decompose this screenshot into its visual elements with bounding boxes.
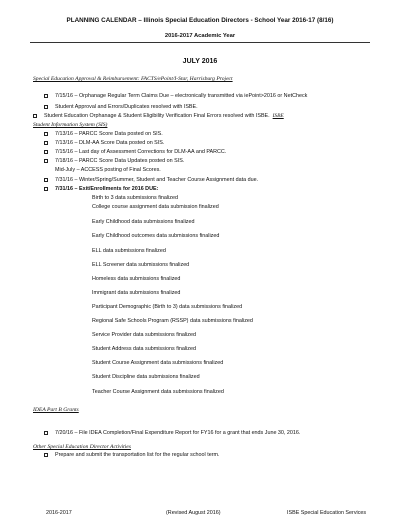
header-divider [30,42,370,43]
list-item: Student Education Orphanage & Student Eligibility Verification Final Errors resolved with ISBE. ISBE [33,113,284,119]
sub-item: Service Provider data submissions finalized [92,332,196,338]
sub-item: Immigrant data submissions finalized [92,290,181,296]
sub-item: College course assignment data submission finalized [92,204,219,210]
checkbox-icon [44,141,48,145]
list-item: 7/15/16 – Last day of Assessment Corrections for DLM-AA and PARCC. [44,149,226,155]
list-item: 7/31/16 – Exit/Enrollments for 2016 DUE: [44,186,158,192]
list-item: Mid-July – ACCESS posting of Final Scores. [55,167,161,173]
sub-item: Participant Demographic (Birth to 3) data submissions finalized [92,304,243,310]
checkbox-icon [44,431,48,435]
footer-left: 2016-2017 [46,510,72,516]
other-heading: Other Special Education Director Activities [33,444,131,450]
idea-heading: IDEA Part B Grants [33,407,79,413]
month-heading: JULY 2016 [182,58,218,65]
footer-right: ISBE Special Education Services [287,510,367,516]
page-subtitle: 2016-2017 Academic Year [164,33,236,39]
footer-center: (Revised August 2016) [166,510,221,516]
checkbox-icon [44,132,48,136]
sub-item: Early Childhood outcomes data submissions finalized [92,233,220,239]
sub-item: Student Course Assignment data submissions finalized [92,360,224,366]
sub-item: ELL data submissions finalized [92,248,166,254]
checkbox-icon [44,453,48,457]
sub-item: Homeless data submissions finalized [92,276,181,282]
list-item: 7/20/16 – File IDEA Completion/Final Expenditure Report for FY16 for a grant that ends June 30, 2016. [44,430,300,436]
sub-item: Birth to 3 data submissions finalized [92,195,178,201]
checkbox-icon [44,159,48,163]
checkbox-icon [44,105,48,109]
checkbox-icon [44,187,48,191]
list-item: 7/13/16 – DLM-AA Score Data posted on SIS. [44,140,164,146]
approval-heading: Special Education Approval & Reimbursement: FACTS/ePoint/I-Star, Harrisburg Project [33,76,233,82]
list-item: 7/15/16 – Orphanage Regular Term Claims Due – electronically transmitted via iePoint>2016 or NetCheck [44,93,307,99]
sis-heading: Student Information System (SIS) [33,122,108,128]
sub-item: Regional Safe Schools Program (RSSP) data submissions finalized [92,318,253,324]
sub-item: Teacher Course Assignment data submissions finalized [92,389,224,395]
sub-item: Student Address data submissions finalized [92,346,196,352]
list-item: 7/13/16 – PARCC Score Data posted on SIS. [44,131,163,137]
list-item: 7/18/16 – PARCC Score Data Updates posted on SIS. [44,158,184,164]
checkbox-icon [44,178,48,182]
sub-item: ELL Screener data submissions finalized [92,262,190,268]
list-item: 7/31/16 – Winter/Spring/Summer, Student and Teacher Course Assignment data due. [44,177,258,183]
sub-item: Early Childhood data submissions finalized [92,219,195,225]
list-item: Prepare and submit the transportation list for the regular school term. [44,452,220,458]
checkbox-icon [44,150,48,154]
checkbox-icon [33,114,37,118]
checkbox-icon [44,94,48,98]
sub-item: Student Discipline data submissions finalized [92,374,200,380]
list-item: Student Approval and Errors/Duplicates resolved with ISBE. [44,104,198,110]
isbe-heading: ISBE [272,113,284,119]
page-title: PLANNING CALENDAR – Illinois Special Education Directors - School Year 2016-17 (8/16) [66,17,334,24]
